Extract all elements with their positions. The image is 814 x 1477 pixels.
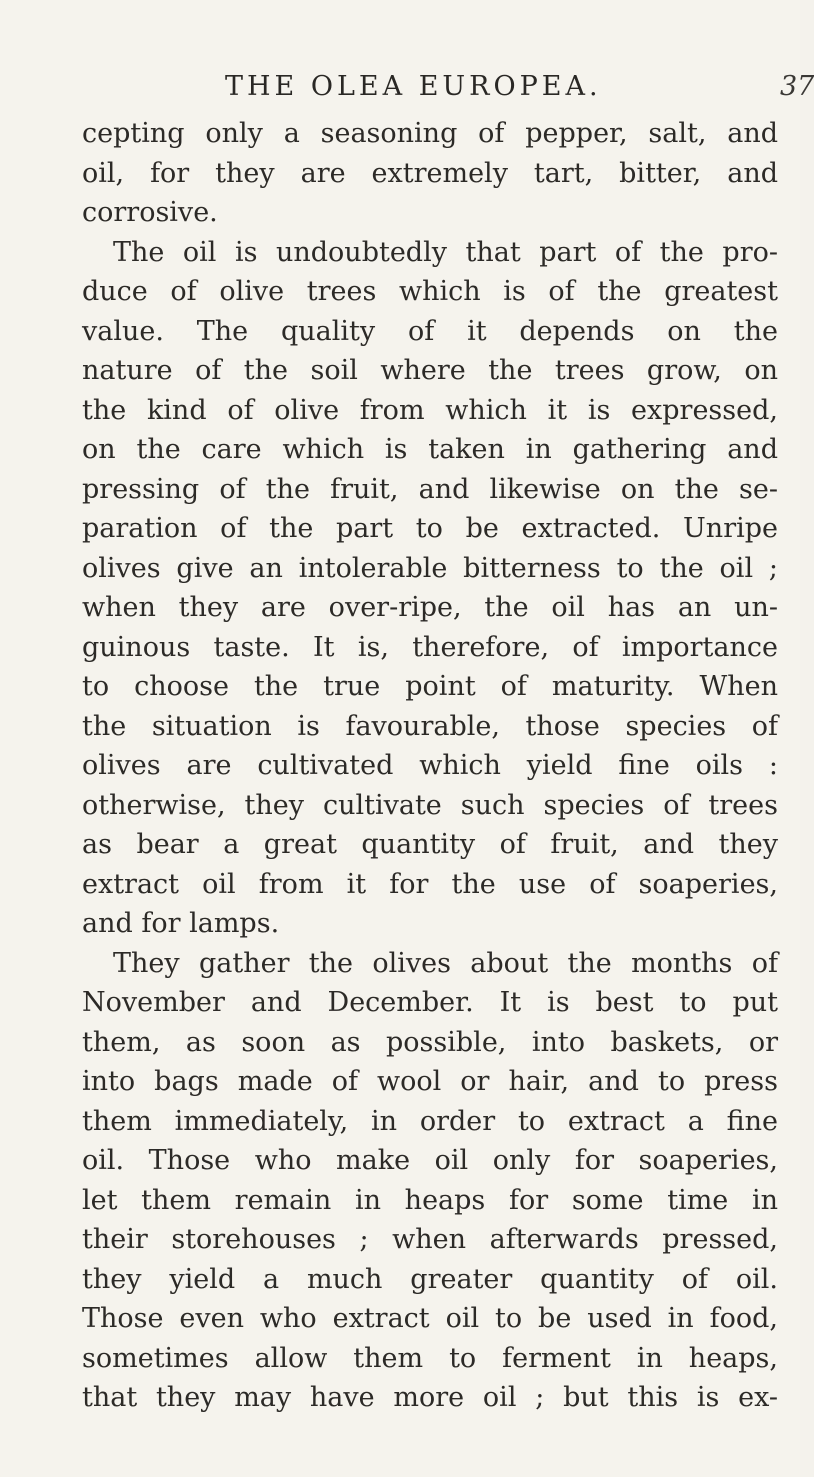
page-number: 37 [780,71,814,102]
text-line: guinous taste. It is, therefore, of importance [82,631,778,663]
text-line: olives give an intolerable bitterness to the oil ; [82,552,778,584]
text-line: otherwise, they cultivate such species of trees [82,789,778,821]
text-line: value. The quality of it depends on the [82,315,778,347]
text-line: They gather the olives about the months of [113,947,778,979]
text-line: sometimes allow them to ferment in heaps, [82,1342,778,1374]
text-line: paration of the part to be extracted. Unripe [82,513,778,544]
text-line: olives are cultivated which yield fine oils : [82,750,778,781]
text-line: their storehouses ; when afterwards pressed, [82,1224,778,1255]
text-line: cepting only a seasoning of pepper, salt, and [82,118,778,149]
text-line: them, as soon as possible, into baskets, or [82,1026,778,1058]
text-line: pressing of the fruit, and likewise on the se- [82,473,778,505]
text-line: Those even who extract oil to be used in food, [82,1303,778,1334]
running-title: THE OLEA EUROPEA. [225,71,602,102]
text-line: November and December. It is best to put [82,987,778,1018]
text-line: nature of the soil where the trees grow, on [82,355,778,386]
text-line: let them remain in heaps for some time in [82,1184,778,1216]
page-header [225,63,814,107]
text-line: on the care which is taken in gathering and [82,434,778,465]
text-line: that they may have more oil ; but this is ex- [82,1382,778,1413]
text-line: and for lamps. [82,908,280,939]
text-line: extract oil from it for the use of soaperies, [82,868,778,900]
text-line: the situation is favourable, those species of [82,710,778,742]
body-text [82,114,792,1418]
text-line: into bags made of wool or hair, and to press [82,1066,778,1097]
text-line: they yield a much greater quantity of oil. [82,1263,778,1295]
text-line: the kind of olive from which it is expressed, [82,394,778,426]
text-line: as bear a great quantity of fruit, and they [82,829,778,860]
text-line: to choose the true point of maturity. When [82,671,778,702]
text-line: when they are over-ripe, the oil has an un- [82,592,778,623]
text-line: corrosive. [82,197,218,228]
text-line: them immediately, in order to extract a fine [82,1105,778,1137]
text-line: oil. Those who make oil only for soaperies, [82,1145,778,1176]
text-line: duce of olive trees which is of the greatest [82,276,778,307]
text-line: oil, for they are extremely tart, bitter, and [82,157,778,189]
text-line: The oil is undoubtedly that part of the pro- [113,236,778,268]
